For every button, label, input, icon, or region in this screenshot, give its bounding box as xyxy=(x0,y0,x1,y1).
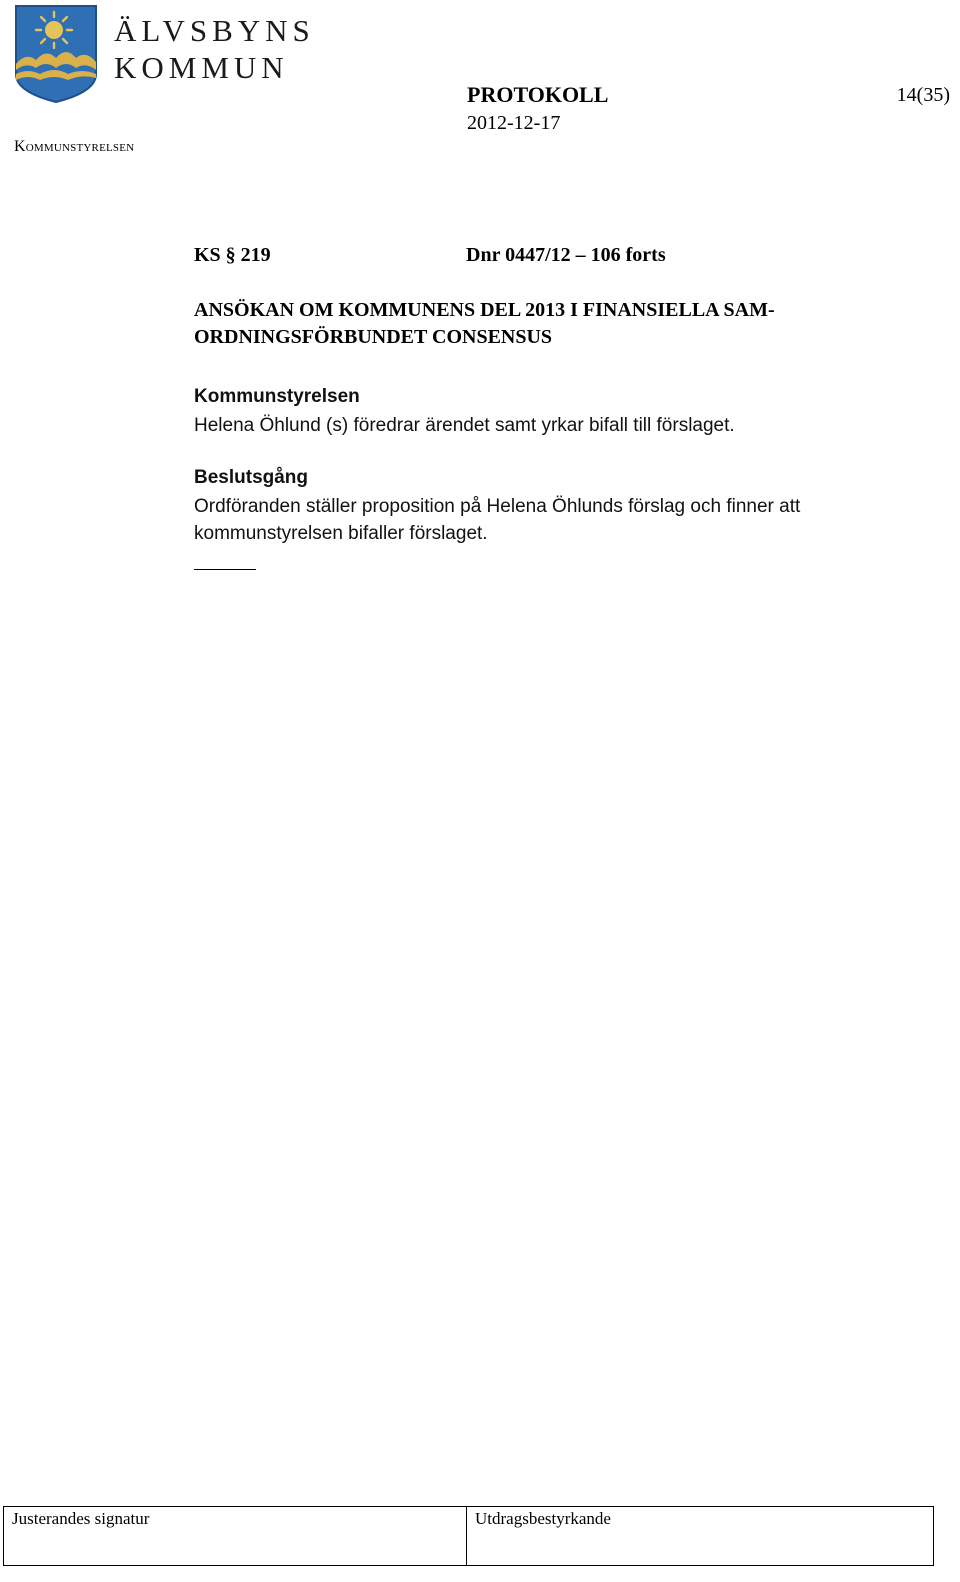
section-text-beslutsgang: Ordföranden ställer proposition på Helena Öhlunds förslag och finner att kommunstyrelsen bifaller förslaget. xyxy=(194,496,801,544)
page-number: 14(35) xyxy=(896,84,950,106)
section-text-kommunstyrelsen: Helena Öhlund (s) föredrar ärendet samt yrkar bifall till förslaget. xyxy=(194,415,735,436)
certification-box xyxy=(467,1507,933,1565)
municipality-logo xyxy=(14,4,98,104)
item-title: ANSÖKAN OM KOMMUNENS DEL 2013 I FINANSIELLA SAM- ORDNINGSFÖRBUNDET CONSENSUS xyxy=(194,299,775,348)
certification-label: Utdragsbestyrkande xyxy=(475,1509,611,1528)
section-heading-kommunstyrelsen: Kommunstyrelsen xyxy=(194,386,360,407)
coat-of-arms-icon xyxy=(14,4,98,104)
signature-box xyxy=(4,1507,467,1565)
signature-footer xyxy=(3,1506,934,1566)
section-heading-beslutsgang: Beslutsgång xyxy=(194,467,309,488)
municipality-name: ÄLVSBYNS KOMMUN xyxy=(114,13,315,85)
document-type: PROTOKOLL xyxy=(467,82,609,107)
document-date: 2012-12-17 xyxy=(467,112,561,134)
section-number: KS § 219 xyxy=(194,244,271,266)
signature-label: Justerandes signatur xyxy=(12,1509,150,1528)
registration-number: Dnr 0447/12 – 106 forts xyxy=(466,244,666,266)
end-divider xyxy=(194,569,256,570)
department-name: Kommunstyrelsen xyxy=(14,138,135,155)
